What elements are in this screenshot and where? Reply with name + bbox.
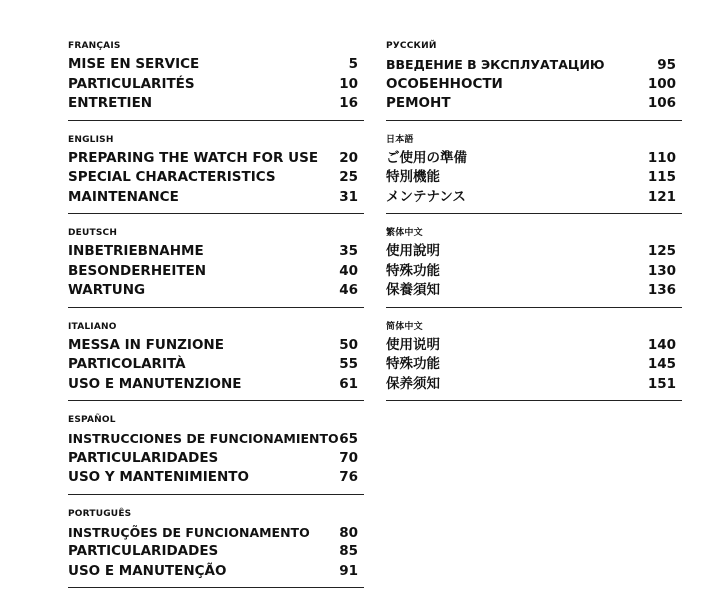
toc-entry[interactable]: [386, 168, 682, 188]
section-espanol: [68, 410, 364, 495]
toc-entry[interactable]: [68, 55, 364, 75]
toc-entry[interactable]: [386, 375, 682, 395]
entry-page: 65: [339, 431, 358, 447]
toc-entry[interactable]: [68, 468, 364, 488]
entry-page: 121: [647, 188, 676, 205]
toc-entry[interactable]: [68, 449, 364, 469]
section-deutsch: [68, 223, 364, 308]
entry-page: 115: [647, 169, 676, 185]
language-heading: ITALIANO: [68, 321, 117, 332]
language-heading: РУССКИЙ: [386, 41, 437, 51]
entry-page: 136: [647, 282, 676, 298]
entry-page: 16: [339, 95, 358, 111]
entry-title: PARTICULARITÉS: [68, 75, 195, 92]
entry-page: 76: [339, 469, 358, 485]
entry-title: INSTRUÇÕES DE FUNCIONAMENTO: [68, 524, 310, 540]
toc-entry[interactable]: [68, 429, 364, 449]
section-italiano: [68, 317, 364, 402]
section-russian: [386, 36, 682, 121]
entry-page: 106: [647, 95, 676, 111]
toc-entry[interactable]: [68, 94, 364, 114]
entry-page: 31: [339, 188, 358, 205]
entry-page: 55: [339, 356, 358, 372]
entry-title: ВВЕДЕНИЕ В ЭКСПЛУАТАЦИЮ: [386, 57, 605, 72]
entry-title: INSTRUCCIONES DE FUNCIONAMIENTO: [68, 431, 339, 446]
entry-page: 100: [647, 75, 676, 92]
entry-title: PARTICULARIDADES: [68, 543, 219, 559]
toc-entry[interactable]: [386, 75, 682, 95]
entry-title: SPECIAL CHARACTERISTICS: [68, 169, 276, 185]
toc-entry[interactable]: [386, 55, 682, 75]
language-heading: FRANÇAIS: [68, 41, 121, 51]
entry-title: 保養須知: [386, 282, 440, 298]
toc-entry[interactable]: [68, 375, 364, 395]
entry-page: 130: [647, 262, 676, 279]
entry-title: WARTUNG: [68, 282, 146, 298]
entry-page: 70: [339, 449, 358, 466]
language-heading: 简体中文: [386, 321, 423, 332]
section-english: [68, 130, 364, 215]
entry-title: USO E MANUTENZIONE: [68, 375, 242, 392]
toc-entry[interactable]: [68, 355, 364, 375]
entry-page: 20: [339, 149, 358, 166]
entry-title: 使用說明: [386, 243, 440, 259]
entry-title: 特殊功能: [386, 262, 440, 279]
entry-page: 110: [647, 149, 676, 166]
toc-entry[interactable]: [386, 281, 682, 301]
entry-page: 151: [647, 375, 676, 392]
entry-title: USO E MANUTENÇÃO: [68, 562, 227, 579]
section-japanese: [386, 130, 682, 215]
entry-page: 25: [339, 169, 358, 185]
toc-entry[interactable]: [386, 94, 682, 114]
entry-title: PARTICULARIDADES: [68, 449, 219, 466]
entry-page: 85: [339, 543, 358, 559]
entry-title: ご使用の準備: [386, 149, 467, 166]
toc-entry[interactable]: [68, 523, 364, 543]
entry-page: 40: [339, 262, 358, 279]
toc-entry[interactable]: [386, 188, 682, 208]
language-heading: ESPAÑOL: [68, 415, 116, 425]
entry-page: 80: [339, 524, 358, 541]
entry-page: 10: [339, 75, 358, 92]
entry-title: ENTRETIEN: [68, 95, 153, 111]
entry-title: ОСОБЕННОСТИ: [386, 75, 503, 92]
entry-page: 95: [657, 57, 676, 73]
toc-entry[interactable]: [68, 168, 364, 188]
entry-page: 140: [647, 336, 676, 353]
section-portugues: [68, 504, 364, 589]
language-heading: DEUTSCH: [68, 228, 118, 238]
toc-entry[interactable]: [68, 188, 364, 208]
language-heading: PORTUGUÊS: [68, 508, 132, 519]
toc-entry[interactable]: [386, 336, 682, 356]
left-column: [68, 36, 364, 597]
entry-title: 特殊功能: [386, 356, 440, 372]
entry-title: BESONDERHEITEN: [68, 262, 207, 279]
entry-title: 使用说明: [386, 336, 440, 353]
section-simplified-chinese: [386, 317, 682, 402]
entry-title: MISE EN SERVICE: [68, 56, 200, 72]
toc-entry[interactable]: [386, 262, 682, 282]
language-heading: 繁体中文: [386, 228, 423, 238]
entry-title: РЕМОНТ: [386, 95, 451, 111]
toc-entry[interactable]: [68, 562, 364, 582]
entry-title: 特別機能: [386, 169, 440, 185]
entry-title: INBETRIEBNAHME: [68, 243, 204, 259]
toc-entry[interactable]: [68, 262, 364, 282]
entry-title: MESSA IN FUNZIONE: [68, 336, 224, 353]
section-traditional-chinese: [386, 223, 682, 308]
toc-entry[interactable]: [68, 242, 364, 262]
right-column: [386, 36, 682, 410]
entry-page: 5: [348, 56, 358, 72]
entry-title: PARTICOLARITÀ: [68, 356, 186, 372]
toc-entry[interactable]: [68, 336, 364, 356]
toc-entry[interactable]: [68, 75, 364, 95]
toc-entry[interactable]: [386, 149, 682, 169]
toc-entry[interactable]: [386, 355, 682, 375]
entry-title: 保养须知: [386, 375, 440, 392]
entry-title: PREPARING THE WATCH FOR USE: [68, 149, 319, 166]
section-francais: [68, 36, 364, 121]
entry-page: 125: [647, 243, 676, 259]
entry-page: 35: [339, 243, 358, 259]
entry-page: 91: [339, 562, 358, 579]
toc-entry[interactable]: [386, 242, 682, 262]
language-heading: 日本語: [386, 134, 414, 145]
entry-title: USO Y MANTENIMIENTO: [68, 469, 249, 485]
entry-page: 61: [339, 375, 358, 392]
toc-entry[interactable]: [68, 149, 364, 169]
entry-page: 145: [647, 356, 676, 372]
toc-entry[interactable]: [68, 281, 364, 301]
toc-entry[interactable]: [68, 542, 364, 562]
entry-title: MAINTENANCE: [68, 188, 179, 205]
entry-page: 50: [339, 336, 358, 353]
language-heading: ENGLISH: [68, 134, 114, 145]
entry-page: 46: [339, 282, 358, 298]
entry-title: メンテナンス: [386, 188, 466, 205]
